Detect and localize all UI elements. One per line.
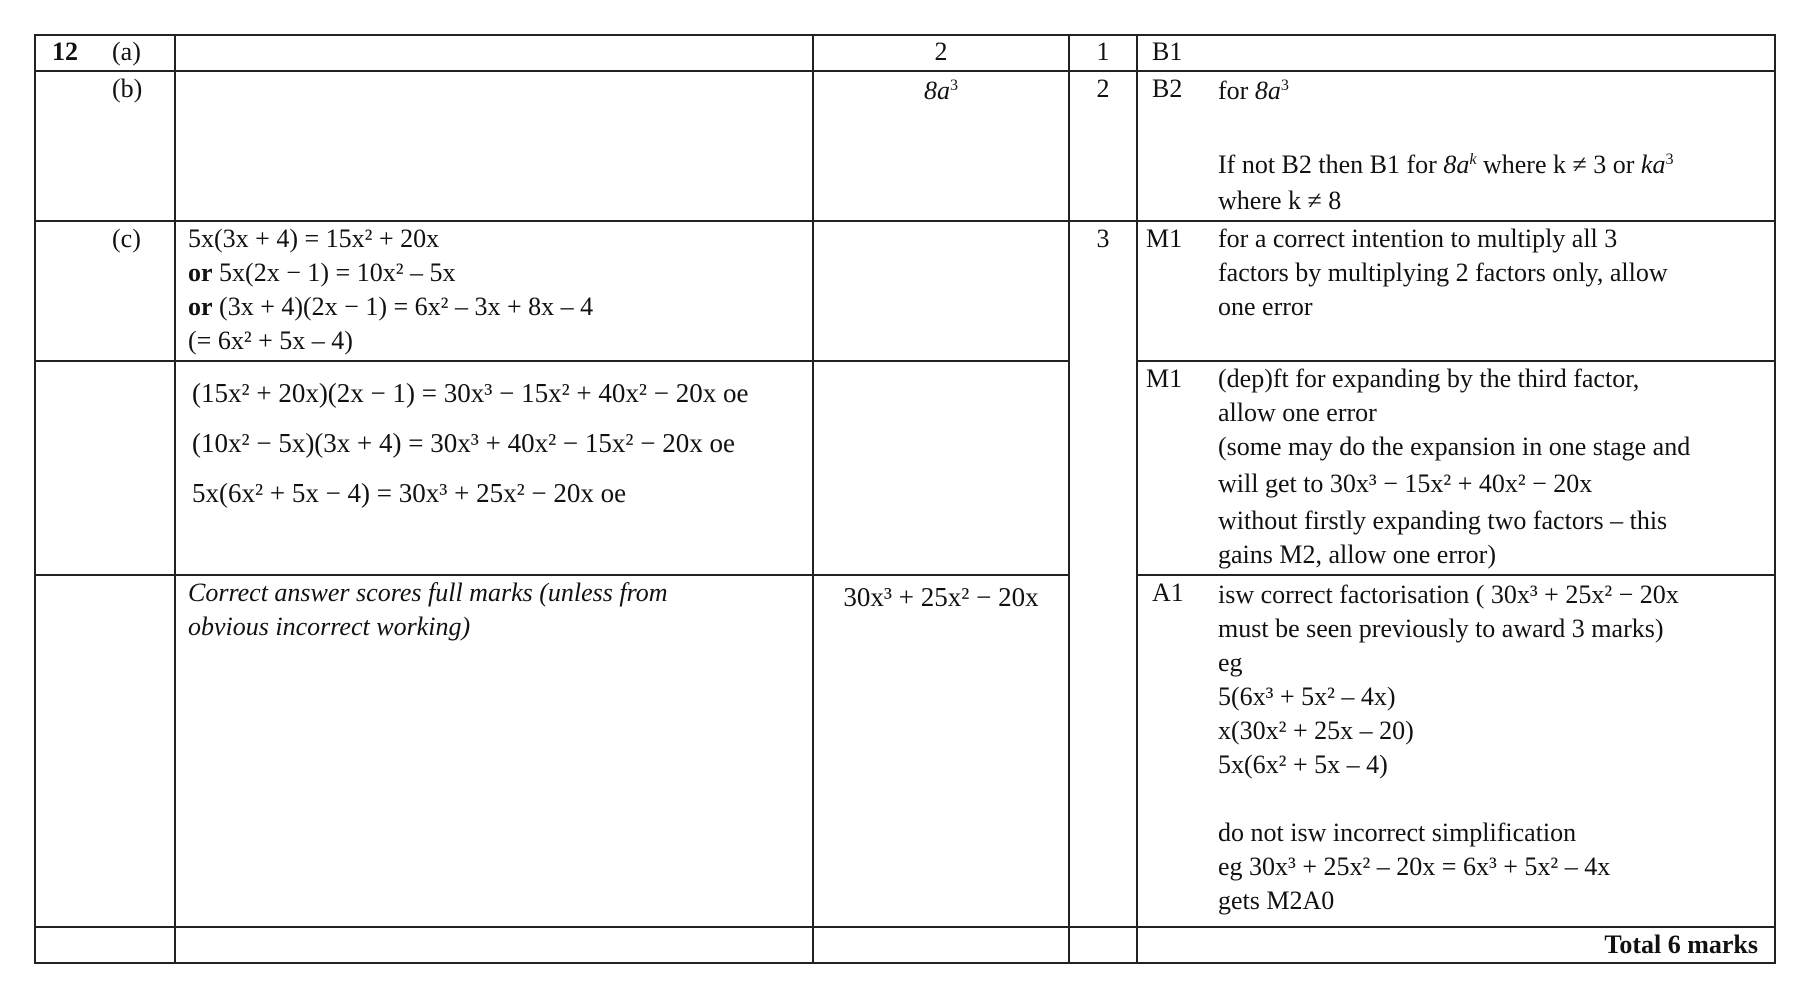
part-a-label: (a) <box>112 37 141 66</box>
part-b-label: (b) <box>112 74 143 103</box>
working-line: (10x² − 5x)(3x + 4) = 30x³ + 40x² − 15x² − 20x oe <box>192 428 735 458</box>
guidance-b-for: for <box>1218 76 1249 105</box>
working-c1-line <box>188 290 593 324</box>
working-c1-line2: 5x(2x − 1) = 10x² – 5x <box>212 258 456 287</box>
guidance-line: gains M2, allow one error) <box>1218 540 1496 569</box>
marks-b: 2 <box>1096 74 1110 103</box>
working-c2 <box>192 368 748 518</box>
guidance-line: factors by multiplying 2 factors only, allow <box>1218 258 1668 287</box>
guidance-c1 <box>1218 222 1668 324</box>
rule-c2-c3-right <box>1138 574 1776 576</box>
answer-b <box>814 74 1068 108</box>
guidance-line: must be seen previously to award 3 marks) <box>1218 614 1664 643</box>
guidance-b-line3: where k ≠ 8 <box>1218 186 1342 215</box>
guidance-line: do not isw incorrect simplification <box>1218 818 1577 847</box>
answer-b-base: 8a <box>923 76 950 105</box>
rule-right <box>1774 34 1776 964</box>
guidance-c3 <box>1218 578 1679 918</box>
guidance-b-base2: 8a <box>1443 150 1470 179</box>
answer-b-exp: 3 <box>949 77 959 95</box>
guidance-line: eg <box>1218 648 1243 677</box>
guidance-line: one error <box>1218 292 1313 321</box>
mark-scheme-table <box>34 34 1776 964</box>
working-c1 <box>188 222 593 358</box>
code-c1: M1 <box>1146 224 1183 253</box>
rule-col1 <box>174 34 176 964</box>
working-c1-line: 5x(3x + 4) = 15x² + 20x <box>188 224 440 253</box>
rule-col2 <box>812 34 814 964</box>
rule-col4 <box>1136 34 1138 964</box>
rule-left <box>34 34 36 964</box>
part-c-label: (c) <box>112 224 141 253</box>
guidance-line: (some may do the expansion in one stage and <box>1218 432 1691 461</box>
guidance-b-exp3: 3 <box>1665 151 1674 169</box>
code-c2: M1 <box>1146 364 1183 393</box>
guidance-b-where: where k ≠ 3 or <box>1482 150 1635 179</box>
marks-a: 1 <box>1096 37 1110 66</box>
working-c1-or: or <box>188 292 213 321</box>
working-c1-line: (= 6x² + 5x – 4) <box>188 326 353 355</box>
guidance-b-line2 <box>1218 148 1674 182</box>
working-line: (15x² + 20x)(2x − 1) = 30x³ − 15x² + 40x² − 20x oe <box>192 378 749 408</box>
guidance-line: allow one error <box>1218 398 1377 427</box>
rule-a-b <box>34 70 1776 72</box>
guidance-line: 5x(6x² + 5x – 4) <box>1218 750 1388 779</box>
guidance-line: gets M2A0 <box>1218 886 1335 915</box>
guidance-b-base: 8a <box>1254 76 1281 105</box>
guidance-line: will get to 30x³ − 15x² + 40x² − 20x <box>1218 469 1593 498</box>
guidance-line: x(30x² + 25x – 20) <box>1218 716 1414 745</box>
working-line: 5x(6x² + 5x − 4) = 30x³ + 25x² − 20x oe <box>192 478 627 508</box>
guidance-line: eg 30x³ + 25x² – 20x = 6x³ + 5x² – 4x <box>1218 852 1611 881</box>
code-c3: A1 <box>1152 578 1184 607</box>
answer-a: 2 <box>934 37 948 66</box>
rule-col3 <box>1068 34 1070 964</box>
working-c1-or: or <box>188 258 213 287</box>
code-b: B2 <box>1152 74 1183 103</box>
guidance-b-base3: ka <box>1640 150 1666 179</box>
guidance-b-exp: 3 <box>1280 77 1289 95</box>
guidance-c2 <box>1218 362 1690 572</box>
marks-c: 3 <box>1096 224 1110 253</box>
working-c1-line <box>188 256 593 290</box>
guidance-b-line1 <box>1218 74 1289 108</box>
guidance-line: without firstly expanding two factors – this <box>1218 506 1668 535</box>
total-marks: Total 6 marks <box>1604 930 1758 959</box>
working-line: Correct answer scores full marks (unless from <box>188 578 668 607</box>
guidance-line: for a correct intention to multiply all 3 <box>1218 224 1618 253</box>
answer-c: 30x³ + 25x² − 20x <box>843 582 1039 612</box>
rule-bottom <box>34 962 1776 964</box>
rule-c1-c2-left <box>34 360 1070 362</box>
code-a: B1 <box>1152 37 1183 66</box>
guidance-b-ifnot: If not B2 then B1 for <box>1218 150 1437 179</box>
working-c3 <box>188 576 668 644</box>
question-number: 12 <box>52 37 78 66</box>
working-c1-line3: (3x + 4)(2x − 1) = 6x² – 3x + 8x – 4 <box>212 292 594 321</box>
guidance-line: (dep)ft for expanding by the third factor, <box>1218 364 1640 393</box>
guidance-b-exp2: k <box>1469 151 1477 169</box>
guidance-line: 5(6x³ + 5x² – 4x) <box>1218 682 1396 711</box>
guidance-line <box>1218 782 1679 816</box>
guidance-line: isw correct factorisation ( 30x³ + 25x² − 20x <box>1218 580 1679 609</box>
working-line: obvious incorrect working) <box>188 612 471 641</box>
